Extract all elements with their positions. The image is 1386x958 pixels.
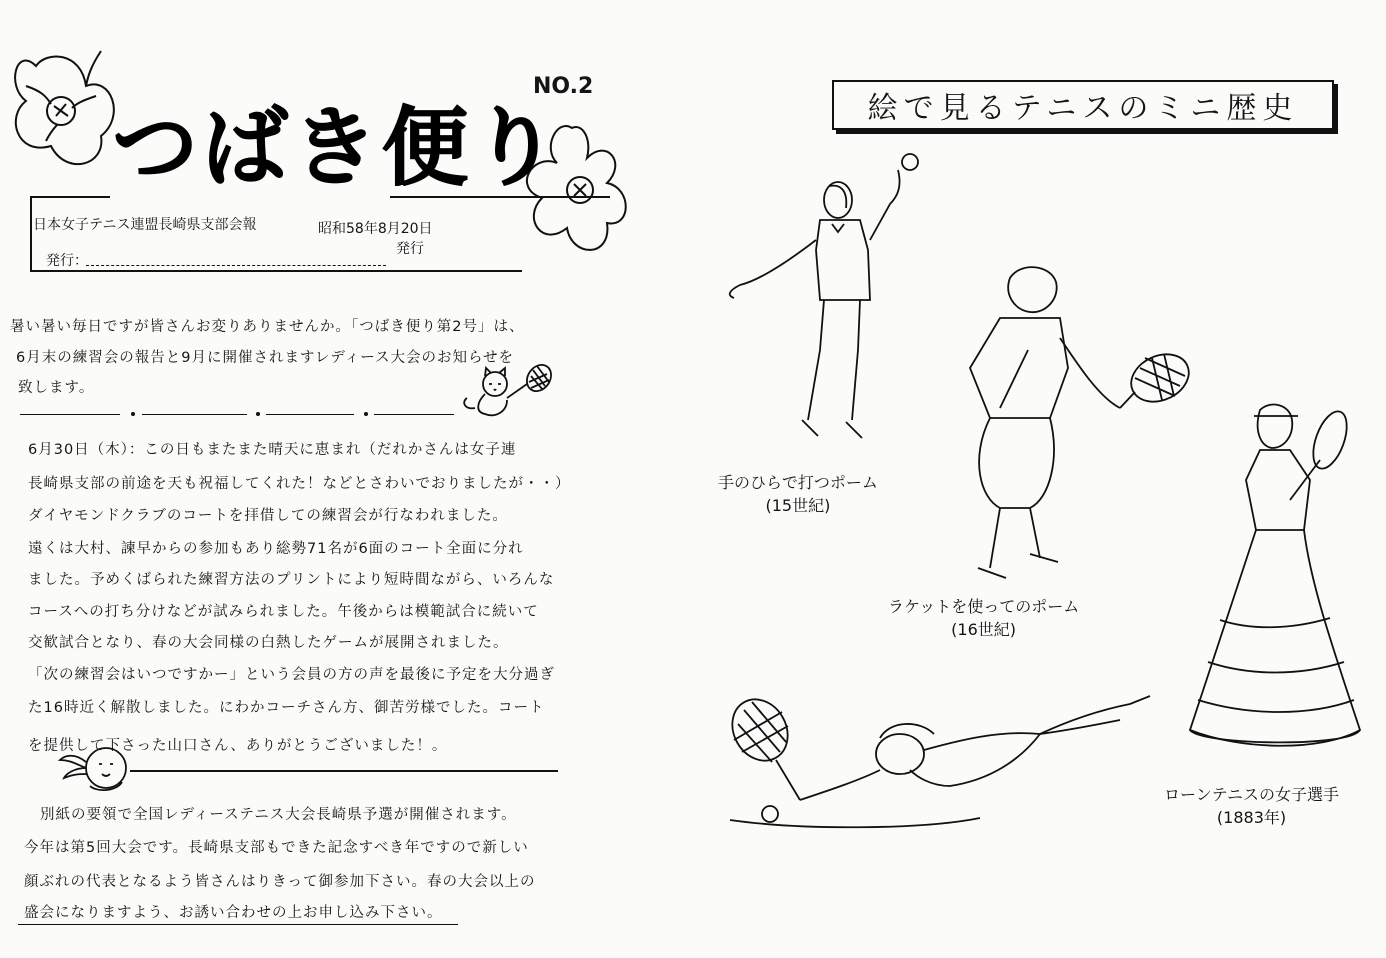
jeu-de-paume-player-illustration bbox=[720, 150, 950, 470]
lawn-tennis-woman-illustration bbox=[1180, 400, 1370, 770]
header-box-top-rule bbox=[30, 196, 110, 198]
report-line: 「次の練習会はいつですかー」という会員の方の声を最後に予定を大分過ぎ bbox=[28, 667, 555, 683]
winged-tennis-ball-illustration bbox=[56, 738, 136, 798]
caption-label: 手のひらで打つポーム bbox=[718, 473, 878, 492]
notice-line: 別紙の要領で全国レディーステニス大会長崎県予選が開催されます。 bbox=[40, 807, 517, 823]
notice-line: 今年は第5回大会です。長崎県支部もできた記念すべき年ですので新しい bbox=[24, 840, 529, 856]
report-line: ダイヤモンドクラブのコートを拝借しての練習会が行なわれました。 bbox=[28, 508, 508, 524]
header-box-top-rule-right bbox=[390, 196, 610, 198]
report-line: 6月30日（木）：この日もまたまた晴天に恵まれ（だれかさんは女子連 bbox=[28, 442, 517, 458]
tennis-history-title: 絵で見るテニスのミニ歴史 bbox=[832, 80, 1334, 130]
caption-era: (16世紀) bbox=[951, 620, 1017, 639]
intro-line: 暑い暑い毎日ですが皆さんお変りありませんか。「つばき便り第2号」は、 bbox=[10, 319, 525, 335]
issue-date-label: 発行 bbox=[396, 241, 424, 257]
report-line: 遠くは大村、諫早からの参加もあり総勢71名が6面のコート全面に分れ bbox=[28, 541, 524, 557]
notice-line: 顔ぶれの代表となるよう皆さんはりきって御参加下さい。春の大会以上の bbox=[24, 874, 536, 890]
section-divider bbox=[374, 414, 454, 415]
section-divider bbox=[142, 414, 247, 415]
report-line: 長崎県支部の前途を天も祝福してくれた！などとさわいでおりましたが・・） bbox=[28, 476, 571, 492]
newsletter-title: つばき便り bbox=[112, 98, 562, 198]
report-line: コースへの打ち分けなどが試みられました。午後からは模範試合に続いて bbox=[28, 604, 539, 620]
caption-era: (1883年) bbox=[1216, 808, 1287, 827]
caption-label: ラケットを使ってのポーム bbox=[888, 597, 1080, 616]
divider-dot bbox=[131, 412, 135, 416]
publisher-info-box bbox=[30, 198, 522, 272]
publisher-line: 日本女子テニス連盟長崎県支部会報 bbox=[33, 217, 257, 233]
diving-woman-player-illustration bbox=[720, 690, 1160, 840]
notice-line: 盛会になりますよう、お誘い合わせの上お申し込み下さい。 bbox=[24, 905, 443, 921]
closing-underline bbox=[18, 924, 458, 925]
newsletter-left-page bbox=[0, 0, 690, 958]
caption-1883 bbox=[1164, 782, 1339, 828]
cat-tennis-illustration bbox=[455, 362, 565, 422]
issue-number: NO.2 bbox=[533, 74, 594, 99]
issue-date: 昭和58年8月20日 bbox=[318, 221, 433, 237]
section-divider bbox=[266, 414, 354, 415]
report-line: を提供して下さった山口さん、ありがとうございました！。 bbox=[28, 738, 448, 754]
racket-paume-player-illustration bbox=[930, 258, 1210, 598]
issuer-label: 発行： bbox=[46, 253, 88, 269]
section-divider bbox=[20, 414, 120, 415]
camellia-flower-left-illustration bbox=[6, 46, 116, 196]
report-line: ました。予めくばられた練習方法のプリントにより短時間ながら、いろんな bbox=[28, 572, 555, 588]
caption-era: (15世紀) bbox=[765, 496, 831, 515]
newsletter-right-page bbox=[690, 0, 1386, 958]
intro-line: 致します。 bbox=[18, 380, 95, 396]
divider-dot bbox=[256, 412, 260, 416]
caption-16th-century bbox=[888, 594, 1079, 640]
caption-label: ローンテニスの女子選手 bbox=[1164, 785, 1340, 804]
report-line: 交歓試合となり、春の大会同様の白熱したゲームが展開されました。 bbox=[28, 635, 509, 651]
intro-line: 6月末の練習会の報告と9月に開催されますレディース大会のお知らせを bbox=[16, 350, 515, 366]
divider-dot bbox=[364, 412, 368, 416]
report-line: た16時近く解散しました。にわかコーチさん方、御苦労様でした。コート bbox=[28, 700, 545, 716]
issuer-underline bbox=[86, 265, 386, 266]
section-rule bbox=[130, 770, 558, 772]
caption-15th-century bbox=[718, 470, 878, 516]
